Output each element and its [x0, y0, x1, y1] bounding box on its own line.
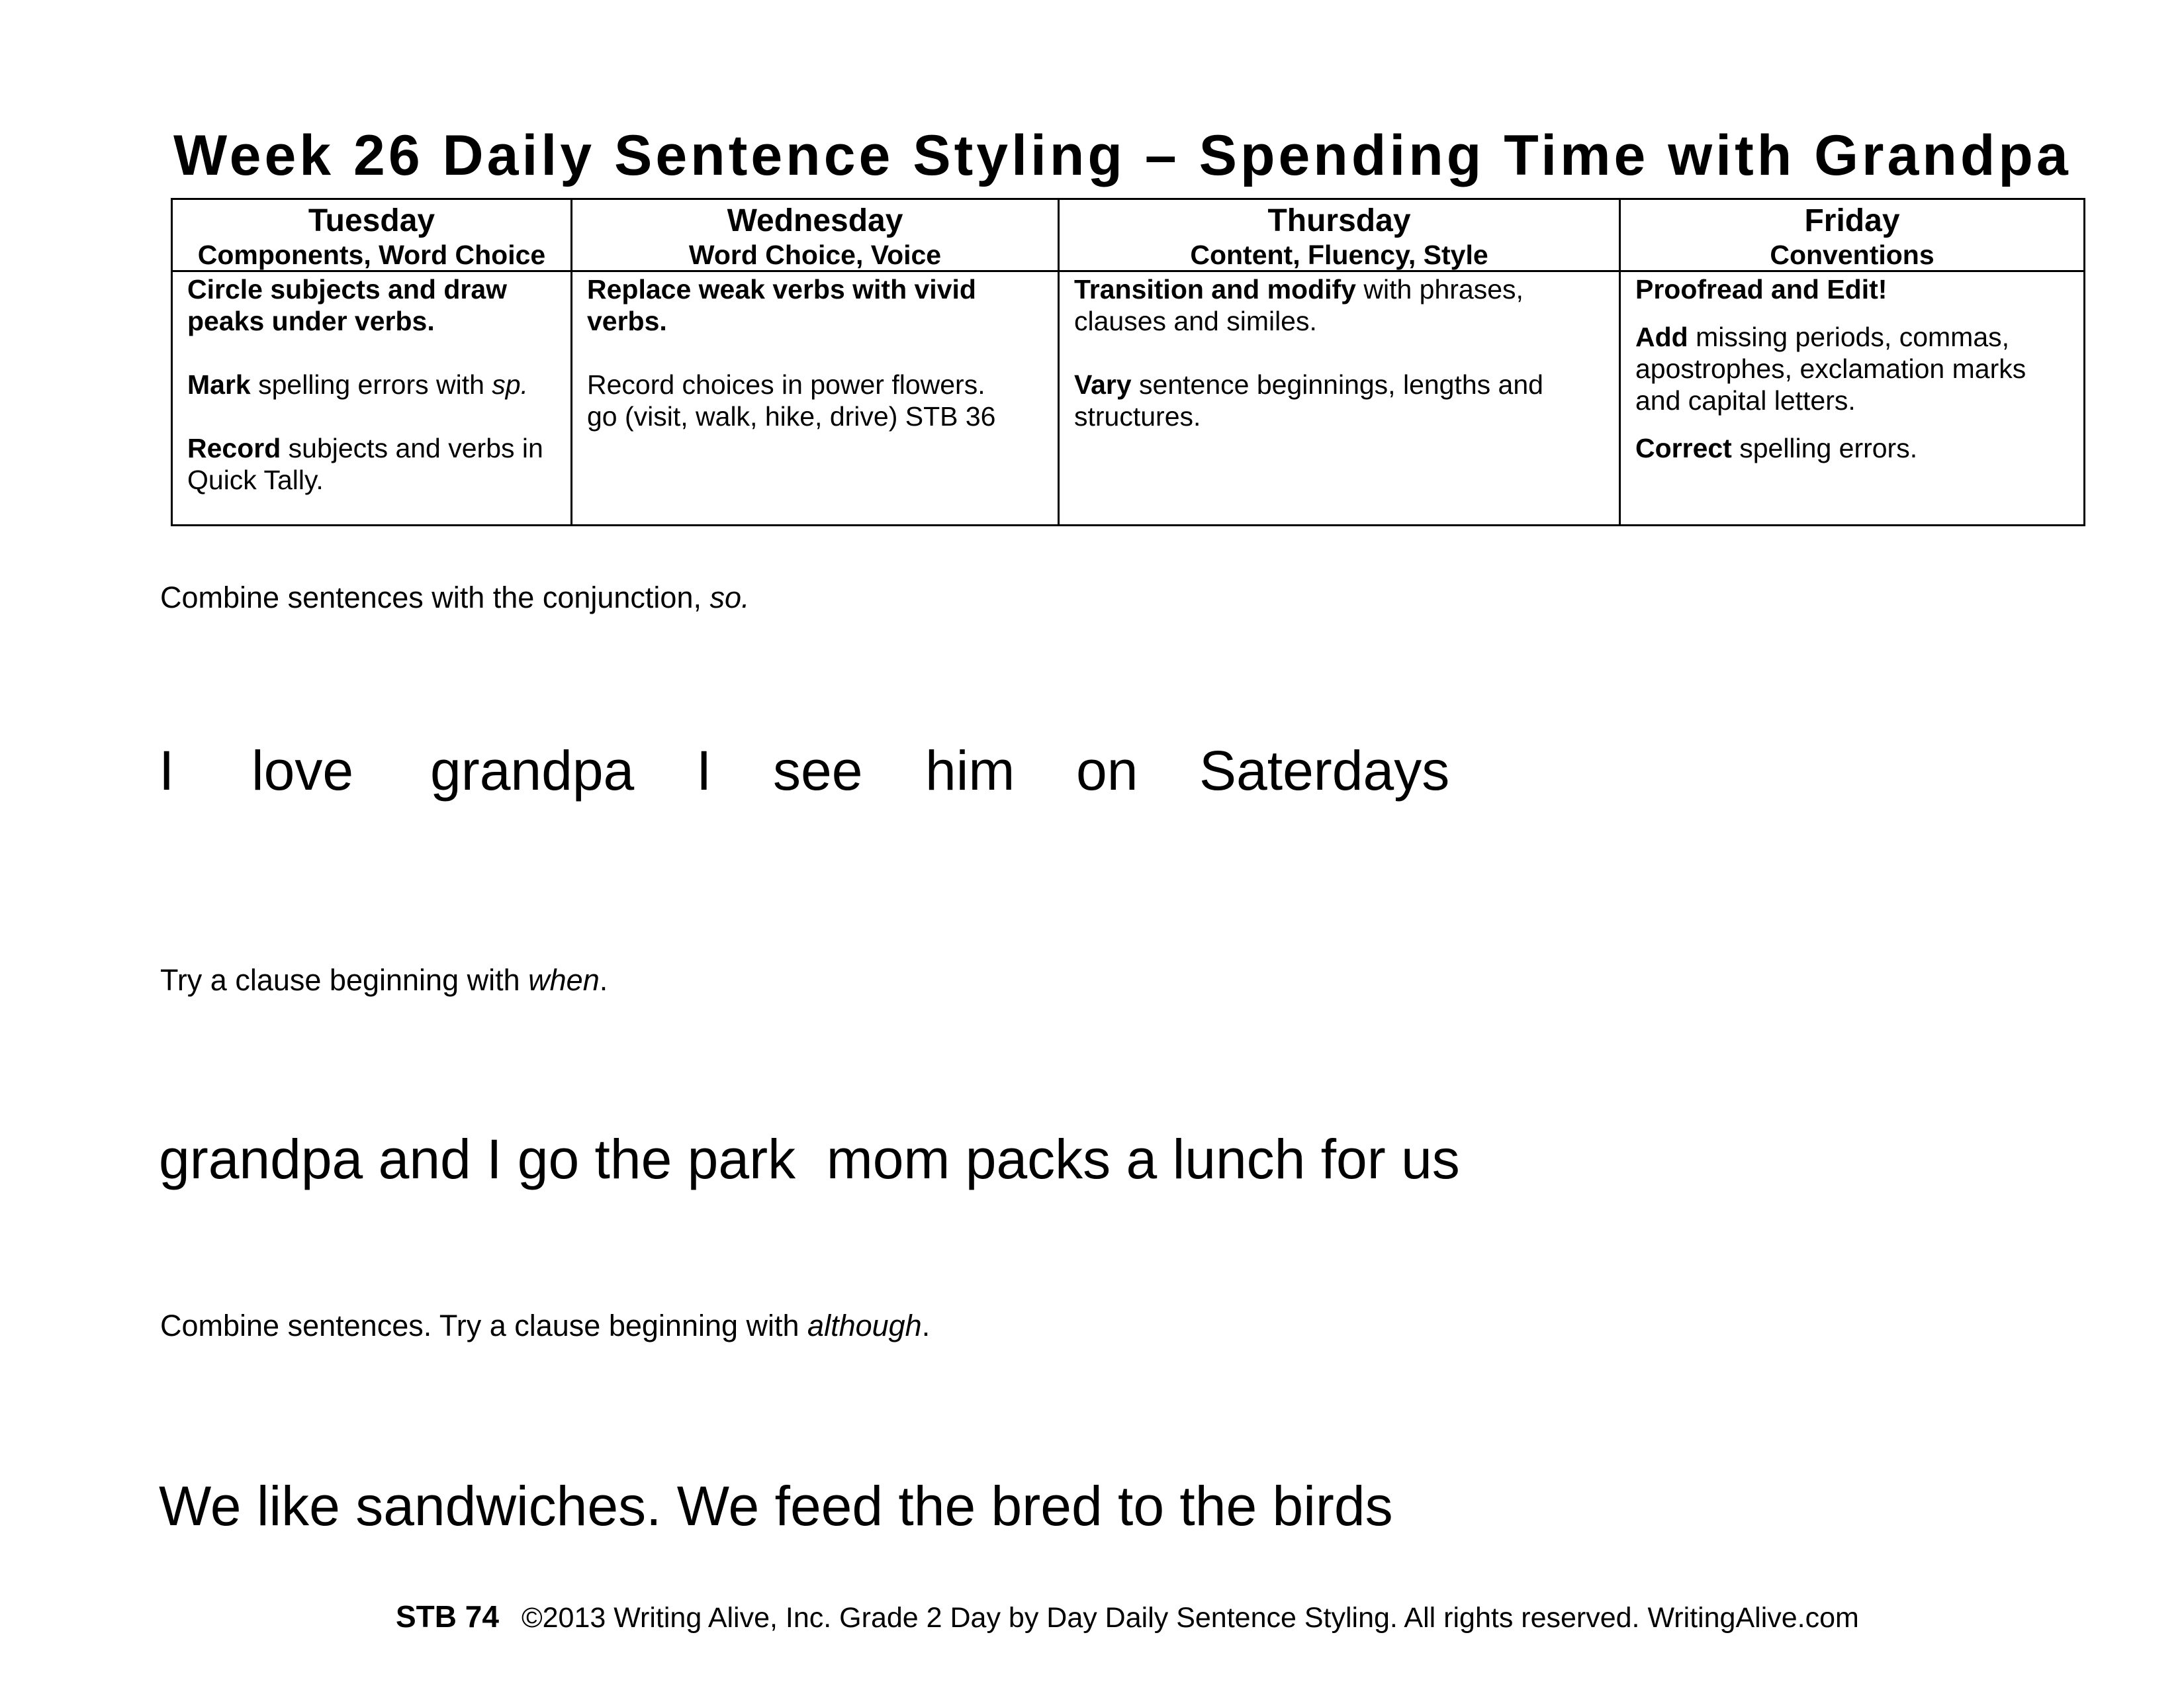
exercise-2-sentence: grandpa and I go the park mom packs a lunch for us — [159, 1128, 1460, 1190]
task-text: sentence beginnings, lengths and structures. — [1074, 369, 1543, 432]
tuesday-tasks — [172, 271, 572, 526]
task-text: missing periods, commas, apostrophes, exclamation marks and capital letters. — [1635, 322, 2026, 416]
task-bold: Circle subjects and draw peaks under verbs. — [187, 274, 508, 336]
task-bold: Vary — [1074, 369, 1132, 400]
day-name: Friday — [1804, 203, 1900, 238]
task-text: with phrases, clauses and similes. — [1074, 274, 1524, 336]
weekly-schedule-table — [171, 198, 2085, 526]
sentence-word: grandpa — [430, 739, 635, 802]
task-paragraph — [1635, 273, 2069, 305]
day-focus: Word Choice, Voice — [688, 240, 942, 270]
title-right: Spending Time with Grandpa — [1199, 124, 2071, 187]
exercise-1-instruction — [160, 583, 750, 612]
task-text: subjects and verbs in Quick Tally. — [187, 433, 543, 495]
friday-header — [1620, 199, 2085, 271]
title-dash: – — [1125, 124, 1199, 187]
instruction-text: Combine sentences with the conjunction, — [160, 581, 710, 614]
task-italic: sp. — [492, 369, 528, 400]
day-name: Thursday — [1267, 203, 1411, 238]
task-bold: Replace weak verbs with vivid verbs. — [587, 274, 976, 336]
instruction-text: . — [599, 963, 608, 997]
table-header-row — [172, 199, 2085, 271]
copyright-text: ©2013 Writing Alive, Inc. Grade 2 Day by Day Daily Sentence Styling. All rights reserved. WritingAlive.com — [521, 1602, 1859, 1634]
task-bold: Record — [187, 433, 281, 463]
task-text: Record choices in power flowers. — [587, 369, 985, 400]
day-focus: Components, Word Choice — [197, 240, 546, 270]
day-focus: Conventions — [1770, 240, 1934, 270]
sentence-word: I — [696, 739, 712, 802]
task-paragraph — [187, 432, 556, 496]
task-paragraph — [187, 273, 556, 337]
task-paragraph — [1074, 273, 1604, 337]
sentence-word: him — [925, 739, 1015, 802]
sentence-word: Saterdays — [1199, 739, 1450, 802]
exercise-3-sentence: We like sandwiches. We feed the bred to the birds — [159, 1475, 1393, 1537]
instruction-italic: when — [528, 963, 600, 997]
instruction-text: . — [921, 1309, 931, 1342]
sentence-word: I — [159, 739, 175, 802]
page-code: STB 74 — [396, 1599, 499, 1634]
task-paragraph — [1074, 369, 1604, 432]
page-title — [173, 124, 2093, 187]
day-name: Wednesday — [727, 203, 903, 238]
exercise-2-instruction — [160, 965, 608, 995]
sentence-word: see — [773, 739, 863, 802]
task-bold: Proofread and Edit! — [1635, 274, 1888, 305]
title-left: Week 26 Daily Sentence Styling — [173, 124, 1126, 187]
task-paragraph — [187, 369, 556, 400]
task-paragraph — [587, 369, 1043, 432]
friday-tasks — [1620, 271, 2085, 526]
instruction-italic: so. — [709, 581, 750, 614]
instruction-italic: although — [807, 1309, 922, 1342]
instruction-text: Try a clause beginning with — [160, 963, 529, 997]
task-bold: Transition and modify — [1074, 274, 1356, 305]
page-footer — [396, 1601, 1859, 1632]
tuesday-header — [172, 199, 572, 271]
wednesday-header — [572, 199, 1059, 271]
task-text: spelling errors with — [250, 369, 492, 400]
thursday-tasks — [1059, 271, 1620, 526]
task-bold: Correct — [1635, 433, 1732, 463]
day-name: Tuesday — [308, 203, 435, 238]
task-bold: Mark — [187, 369, 251, 400]
day-focus: Content, Fluency, Style — [1190, 240, 1488, 270]
table-body-row — [172, 271, 2085, 526]
instruction-text: Combine sentences. Try a clause beginning with — [160, 1309, 808, 1342]
thursday-header — [1059, 199, 1620, 271]
task-paragraph — [1635, 432, 2069, 464]
task-paragraph — [587, 273, 1043, 337]
sentence-word: on — [1076, 739, 1138, 802]
wednesday-tasks — [572, 271, 1059, 526]
task-text: spelling errors. — [1731, 433, 1918, 463]
exercise-3-instruction — [160, 1311, 930, 1340]
task-bold: Add — [1635, 322, 1688, 352]
sentence-word: love — [251, 739, 354, 802]
task-text: go (visit, walk, hike, drive) STB 36 — [587, 401, 996, 432]
task-paragraph — [1635, 321, 2069, 416]
exercise-1-sentence — [159, 739, 1549, 802]
